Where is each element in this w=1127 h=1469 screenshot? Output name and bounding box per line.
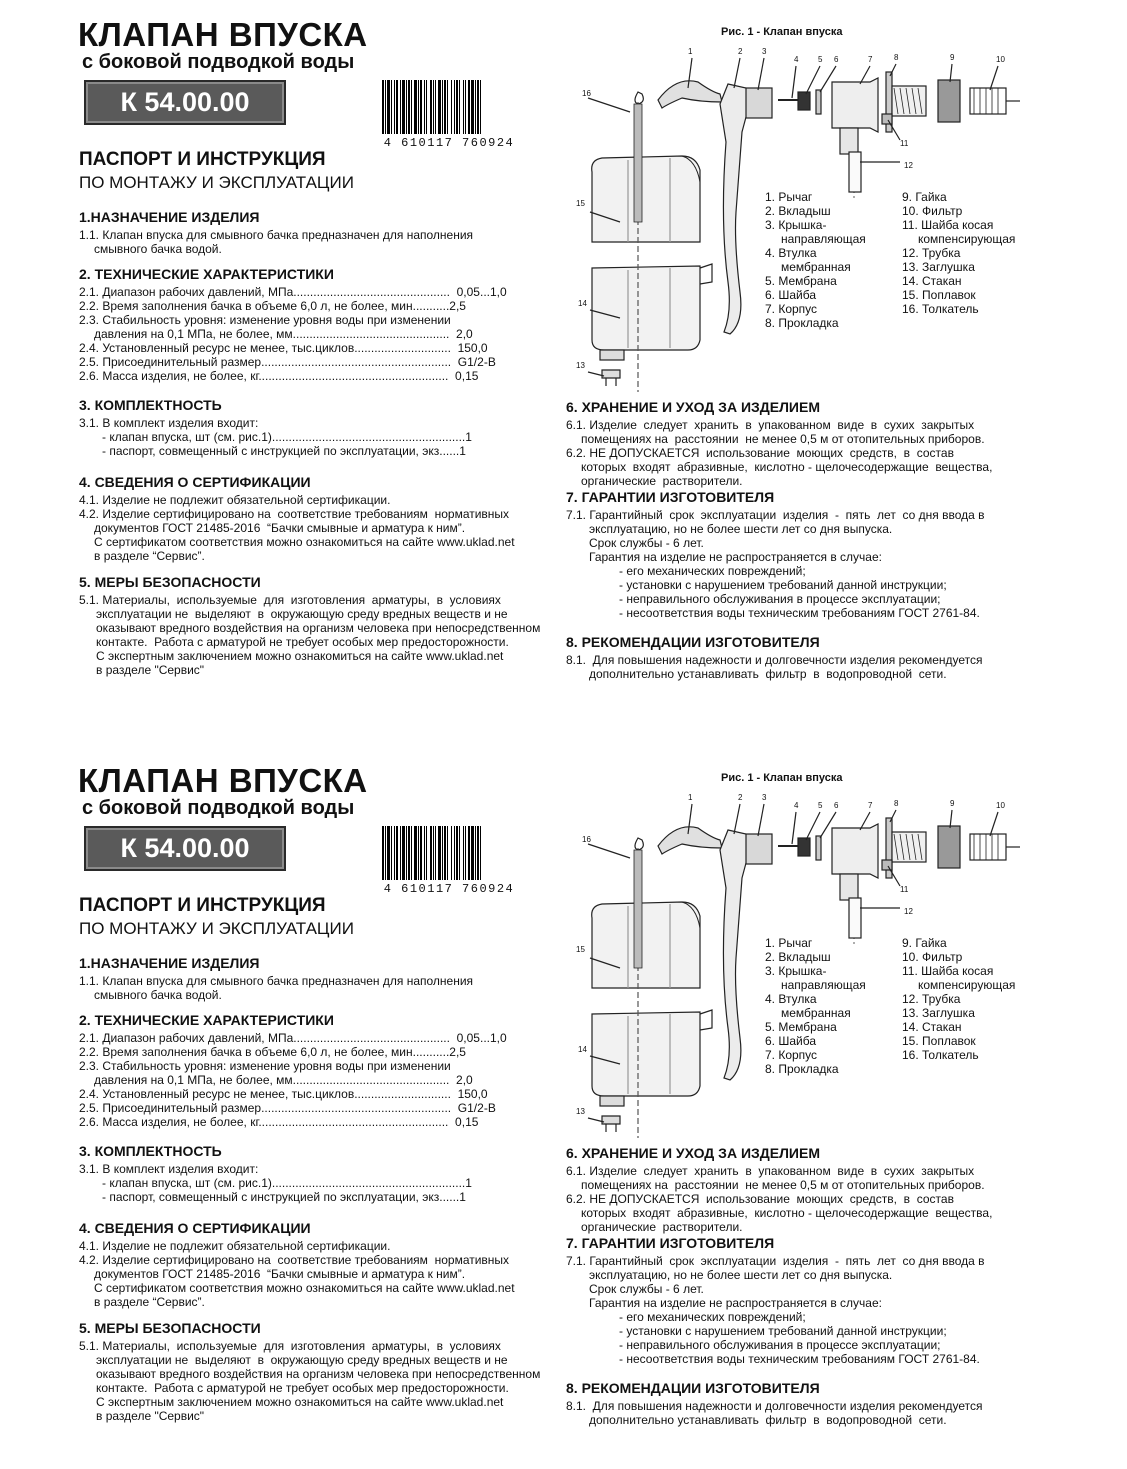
leaflet-copy-top <box>0 0 1127 723</box>
section-purpose <box>79 956 549 1002</box>
text-line: 6.2. НЕ ДОПУСКАЕТСЯ использование моющих средств, в состав <box>566 446 954 460</box>
callout-label: 3 <box>762 47 767 56</box>
legend-item: 15. Поплавок <box>902 1034 976 1048</box>
product-code-badge <box>84 80 286 125</box>
text-line: 2.4. Установленный ресурс не менее, тыс.циклов............................. 150,0 <box>79 1087 488 1101</box>
parts-legend-right <box>902 190 1015 316</box>
text-line: органические растворители. <box>581 474 743 488</box>
section-certification <box>79 1221 549 1309</box>
callout-label: 14 <box>578 299 587 308</box>
text-line: - установки с нарушением требований данной инструкции; <box>619 578 947 592</box>
text-line: 4.2. Изделие сертифицировано на соответствие требованиям нормативных <box>79 1253 510 1267</box>
callout-label: 9 <box>950 799 955 808</box>
callout-label: 2 <box>738 793 743 802</box>
barcode-digits: 4 610117 760924 <box>383 882 515 896</box>
callout-label: 10 <box>996 801 1005 810</box>
text-line: оказывают вредного воздействия на организм человека при непосредственном <box>96 1367 541 1381</box>
text-line: дополнительно устанавливать фильтр в водопроводной сети. <box>589 1413 947 1427</box>
legend-item: 11. Шайба косая <box>902 964 994 978</box>
callout-label: 8 <box>894 53 899 62</box>
callout-label: 3 <box>762 793 767 802</box>
doc-subtitle: ПО МОНТАЖУ И ЭКСПЛУАТАЦИИ <box>79 919 354 938</box>
callout-label: 4 <box>794 55 799 64</box>
legend-item: 3. Крышка- <box>765 964 827 978</box>
callout-label: 15 <box>576 945 585 954</box>
text-line: 1.1. Клапан впуска для смывного бачка предназначен для наполнения <box>79 974 474 988</box>
callout-label: 8 <box>894 799 899 808</box>
text-line: дополнительно устанавливать фильтр в водопроводной сети. <box>589 667 947 681</box>
callout-label: 11 <box>900 885 909 894</box>
section-heading: 8. РЕКОМЕНДАЦИИ ИЗГОТОВИТЕЛЯ <box>566 1380 820 1396</box>
text-line: 2.5. Присоединительный размер......................................................... G1/2-B <box>79 355 496 369</box>
text-line: - клапан впуска, шт (см. рис.1)..........................................................1 <box>102 430 472 444</box>
doc-title: ПАСПОРТ И ИНСТРУКЦИЯ <box>79 149 326 170</box>
text-line: 5.1. Материалы, используемые для изготовления арматуры, в условиях <box>79 1339 501 1353</box>
legend-item: 16. Толкатель <box>902 302 979 316</box>
callout-label: 1 <box>688 47 693 56</box>
legend-item: 8. Прокладка <box>765 316 839 330</box>
section-specs <box>79 267 549 383</box>
text-line: 5.1. Материалы, используемые для изготовления арматуры, в условиях <box>79 593 501 607</box>
text-line: помещениях на расстоянии не менее 0,5 м от отопительных приборов. <box>581 1178 985 1192</box>
legend-item: направляющая <box>781 232 866 246</box>
text-line: 2.1. Диапазон рабочих давлений, МПа............................................... 0,05...1,0 <box>79 285 507 299</box>
text-line: - паспорт, совмещенный с инструкцией по эксплуатации, экз......1 <box>102 1190 466 1204</box>
section-heading: 6. ХРАНЕНИЕ И УХОД ЗА ИЗДЕЛИЕМ <box>566 1145 820 1161</box>
section-heading: 5. МЕРЫ БЕЗОПАСНОСТИ <box>79 574 261 590</box>
barcode-digits: 4 610117 760924 <box>383 136 515 150</box>
callout-label: 7 <box>868 801 873 810</box>
legend-item: 13. Заглушка <box>902 1006 975 1020</box>
product-code: К 54.00.00 <box>120 87 250 117</box>
legend-item: 13. Заглушка <box>902 260 975 274</box>
callout-label: 13 <box>576 1107 585 1116</box>
section-safety <box>79 575 559 677</box>
legend-item: 2. Вкладыш <box>765 204 831 218</box>
section-certification <box>79 475 549 563</box>
callout-label: 5 <box>818 55 823 64</box>
legend-item: 9. Гайка <box>902 936 947 950</box>
legend-item: 9. Гайка <box>902 190 947 204</box>
product-title: КЛАПАН ВПУСКА <box>78 16 368 53</box>
legend-item: 1. Рычаг <box>765 936 813 950</box>
text-line: С сертификатом соответствия можно ознакомиться на сайте www.uklad.net <box>94 535 515 549</box>
section-contents <box>79 1144 549 1204</box>
section-recommendations <box>566 635 1036 681</box>
text-line: давления на 0,1 МПа, не более, мм............................................... 2,0 <box>94 1073 473 1087</box>
legend-item: 15. Поплавок <box>902 288 976 302</box>
text-line: 2.2. Время заполнения бачка в объеме 6,0 л, не более, мин...........2,5 <box>79 299 466 313</box>
text-line: Срок службы - 6 лет. <box>589 536 704 550</box>
callout-label: 9 <box>950 53 955 62</box>
legend-item: направляющая <box>781 978 866 992</box>
text-line: смывного бачка водой. <box>94 242 222 256</box>
section-heading: 4. СВЕДЕНИЯ О СЕРТИФИКАЦИИ <box>79 1220 311 1236</box>
callout-label: 12 <box>904 161 913 170</box>
legend-item: 2. Вкладыш <box>765 950 831 964</box>
parts-legend-left <box>765 190 866 330</box>
text-line: документов ГОСТ 21485-2016 “Бачки смывные и арматура к ним”. <box>94 1267 466 1281</box>
legend-item: 10. Фильтр <box>902 950 963 964</box>
section-warranty <box>566 490 1036 620</box>
text-line: 2.6. Масса изделия, не более, кг......................................................... 0,15 <box>79 1115 479 1129</box>
legend-item: 5. Мембрана <box>765 274 837 288</box>
text-line: 3.1. В комплект изделия входит: <box>79 1162 259 1176</box>
text-line: - несоответствия воды техническим требованиям ГОСТ 2761-84. <box>619 1352 980 1366</box>
text-line: 2.3. Стабильность уровня: изменение уровня воды при изменении <box>79 313 451 327</box>
text-line: 6.1. Изделие следует хранить в упакованном виде в сухих закрытых <box>566 1164 975 1178</box>
legend-item: 12. Трубка <box>902 246 961 260</box>
leaflet-copy-bottom <box>0 746 1127 1469</box>
text-line: 4.1. Изделие не подлежит обязательной сертификации. <box>79 493 391 507</box>
section-heading: 8. РЕКОМЕНДАЦИИ ИЗГОТОВИТЕЛЯ <box>566 634 820 650</box>
text-line: Гарантия на изделие не распространяется в случае: <box>589 1296 882 1310</box>
text-line: Гарантия на изделие не распространяется в случае: <box>589 550 882 564</box>
figure-title: Рис. 1 - Клапан впуска <box>721 772 843 784</box>
text-line: контакте. Работа с арматурой не требует особых мер предосторожности. <box>96 635 509 649</box>
legend-item: 11. Шайба косая <box>902 218 994 232</box>
section-safety <box>79 1321 559 1423</box>
section-heading: 1.НАЗНАЧЕНИЕ ИЗДЕЛИЯ <box>79 209 260 225</box>
legend-item: мембранная <box>781 260 851 274</box>
text-line: в разделе "Сервис" <box>96 1409 205 1423</box>
section-heading: 3. КОМПЛЕКТНОСТЬ <box>79 1143 222 1159</box>
doc-title: ПАСПОРТ И ИНСТРУКЦИЯ <box>79 895 326 916</box>
legend-item: 6. Шайба <box>765 288 816 302</box>
callout-label: 6 <box>834 801 839 810</box>
text-line: - его механических повреждений; <box>619 1310 806 1324</box>
parts-legend-left <box>765 936 866 1076</box>
legend-item: 12. Трубка <box>902 992 961 1006</box>
legend-item: 3. Крышка- <box>765 218 827 232</box>
section-contents <box>79 398 549 458</box>
text-line: - неправильного обслуживания в процессе эксплуатации; <box>619 592 941 606</box>
text-line: - клапан впуска, шт (см. рис.1)..........................................................1 <box>102 1176 472 1190</box>
legend-item: 4. Втулка <box>765 246 817 260</box>
text-line: С экспертным заключением можно ознакомиться на сайте www.uklad.net <box>96 649 504 663</box>
barcode <box>378 826 520 896</box>
text-line: 1.1. Клапан впуска для смывного бачка предназначен для наполнения <box>79 228 474 242</box>
section-heading: 2. ТЕХНИЧЕСКИЕ ХАРАКТЕРИСТИКИ <box>79 1012 334 1028</box>
text-line: 2.1. Диапазон рабочих давлений, МПа............................................... 0,05...1,0 <box>79 1031 507 1045</box>
product-code-badge <box>84 826 286 871</box>
barcode-bars <box>378 80 520 136</box>
text-line: - его механических повреждений; <box>619 564 806 578</box>
callout-label: 11 <box>900 139 909 148</box>
text-line: - паспорт, совмещенный с инструкцией по эксплуатации, экз......1 <box>102 444 466 458</box>
callout-label: 1 <box>688 793 693 802</box>
text-line: Срок службы - 6 лет. <box>589 1282 704 1296</box>
legend-item: 5. Мембрана <box>765 1020 837 1034</box>
legend-item: 8. Прокладка <box>765 1062 839 1076</box>
section-heading: 4. СВЕДЕНИЯ О СЕРТИФИКАЦИИ <box>79 474 311 490</box>
text-line: 7.1. Гарантийный срок эксплуатации изделия - пять лет со дня ввода в <box>566 508 985 522</box>
legend-item: 4. Втулка <box>765 992 817 1006</box>
float-part <box>592 156 700 242</box>
text-line: которых входят абразивные, кислотно - щелочесодержащие вещества, <box>581 1206 993 1220</box>
text-line: давления на 0,1 МПа, не более, мм............................................... 2,0 <box>94 327 473 341</box>
product-code: К 54.00.00 <box>120 833 250 863</box>
text-line: 7.1. Гарантийный срок эксплуатации изделия - пять лет со дня ввода в <box>566 1254 985 1268</box>
text-line: органические растворители. <box>581 1220 743 1234</box>
legend-item: 16. Толкатель <box>902 1048 979 1062</box>
text-line: смывного бачка водой. <box>94 988 222 1002</box>
section-heading: 7. ГАРАНТИИ ИЗГОТОВИТЕЛЯ <box>566 1235 775 1251</box>
text-line: 8.1. Для повышения надежности и долговечности изделия рекомендуется <box>566 653 983 667</box>
doc-subtitle: ПО МОНТАЖУ И ЭКСПЛУАТАЦИИ <box>79 173 354 192</box>
text-line: 6.1. Изделие следует хранить в упакованном виде в сухих закрытых <box>566 418 975 432</box>
text-line: - неправильного обслуживания в процессе эксплуатации; <box>619 1338 941 1352</box>
legend-item: компенсирующая <box>918 978 1016 992</box>
section-storage <box>566 1146 1036 1234</box>
callout-label: 16 <box>582 89 591 98</box>
section-recommendations <box>566 1381 1036 1427</box>
text-line: 2.5. Присоединительный размер......................................................... G1/2-B <box>79 1101 496 1115</box>
callout-label: 5 <box>818 801 823 810</box>
section-specs <box>79 1013 549 1129</box>
section-warranty <box>566 1236 1036 1366</box>
legend-item: 14. Стакан <box>902 1020 962 1034</box>
text-line: 6.2. НЕ ДОПУСКАЕТСЯ использование моющих средств, в состав <box>566 1192 954 1206</box>
text-line: в разделе “Сервис”. <box>94 1295 205 1309</box>
product-subtitle: с боковой подводкой воды <box>82 51 355 73</box>
text-line: 2.2. Время заполнения бачка в объеме 6,0 л, не более, мин...........2,5 <box>79 1045 466 1059</box>
text-line: оказывают вредного воздействия на организм человека при непосредственном <box>96 621 541 635</box>
barcode <box>378 80 520 150</box>
text-line: - несоответствия воды техническим требованиям ГОСТ 2761-84. <box>619 606 980 620</box>
legend-item: 6. Шайба <box>765 1034 816 1048</box>
callout-label: 10 <box>996 55 1005 64</box>
legend-item: 14. Стакан <box>902 274 962 288</box>
text-line: 2.4. Установленный ресурс не менее, тыс.циклов............................. 150,0 <box>79 341 488 355</box>
section-heading: 3. КОМПЛЕКТНОСТЬ <box>79 397 222 413</box>
legend-item: 10. Фильтр <box>902 204 963 218</box>
section-heading: 1.НАЗНАЧЕНИЕ ИЗДЕЛИЯ <box>79 955 260 971</box>
text-line: помещениях на расстоянии не менее 0,5 м от отопительных приборов. <box>581 432 985 446</box>
legend-item: мембранная <box>781 1006 851 1020</box>
barcode-bars <box>378 826 520 882</box>
section-heading: 7. ГАРАНТИИ ИЗГОТОВИТЕЛЯ <box>566 489 775 505</box>
text-line: 3.1. В комплект изделия входит: <box>79 416 259 430</box>
section-storage <box>566 400 1036 488</box>
callout-label: 6 <box>834 55 839 64</box>
product-subtitle: с боковой подводкой воды <box>82 797 355 819</box>
section-heading: 5. МЕРЫ БЕЗОПАСНОСТИ <box>79 1320 261 1336</box>
callout-label: 15 <box>576 199 585 208</box>
callout-label: 14 <box>578 1045 587 1054</box>
parts-legend-right <box>902 936 1015 1062</box>
legend-item: компенсирующая <box>918 232 1016 246</box>
text-line: эксплуатации не выделяют в окружающую среду вредных веществ и не <box>96 607 508 621</box>
text-line: 8.1. Для повышения надежности и долговечности изделия рекомендуется <box>566 1399 983 1413</box>
legend-item: 7. Корпус <box>765 1048 818 1062</box>
callout-label: 16 <box>582 835 591 844</box>
figure-title: Рис. 1 - Клапан впуска <box>721 26 843 38</box>
section-heading: 6. ХРАНЕНИЕ И УХОД ЗА ИЗДЕЛИЕМ <box>566 399 820 415</box>
text-line: С сертификатом соответствия можно ознакомиться на сайте www.uklad.net <box>94 1281 515 1295</box>
cup-part <box>592 1012 700 1096</box>
legend-item: 1. Рычаг <box>765 190 813 204</box>
section-heading: 2. ТЕХНИЧЕСКИЕ ХАРАКТЕРИСТИКИ <box>79 266 334 282</box>
product-title: КЛАПАН ВПУСКА <box>78 762 368 799</box>
text-line: - установки с нарушением требований данной инструкции; <box>619 1324 947 1338</box>
text-line: 4.2. Изделие сертифицировано на соответствие требованиям нормативных <box>79 507 510 521</box>
float-part <box>592 902 700 988</box>
text-line: контакте. Работа с арматурой не требует особых мер предосторожности. <box>96 1381 509 1395</box>
text-line: в разделе "Сервис" <box>96 663 205 677</box>
callout-label: 7 <box>868 55 873 64</box>
callout-label: 12 <box>904 907 913 916</box>
callout-label: 13 <box>576 361 585 370</box>
text-line: С экспертным заключением можно ознакомиться на сайте www.uklad.net <box>96 1395 504 1409</box>
callout-label: 4 <box>794 801 799 810</box>
callout-label: 2 <box>738 47 743 56</box>
text-line: 2.6. Масса изделия, не более, кг......................................................... 0,15 <box>79 369 479 383</box>
text-line: эксплуатацию, но не более шести лет со дня выпуска. <box>589 522 893 536</box>
text-line: 4.1. Изделие не подлежит обязательной сертификации. <box>79 1239 391 1253</box>
legend-item: 7. Корпус <box>765 302 818 316</box>
cup-part <box>592 266 700 350</box>
text-line: которых входят абразивные, кислотно - щелочесодержащие вещества, <box>581 460 993 474</box>
text-line: в разделе “Сервис”. <box>94 549 205 563</box>
text-line: документов ГОСТ 21485-2016 “Бачки смывные и арматура к ним”. <box>94 521 466 535</box>
text-line: 2.3. Стабильность уровня: изменение уровня воды при изменении <box>79 1059 451 1073</box>
section-purpose <box>79 210 549 256</box>
text-line: эксплуатации не выделяют в окружающую среду вредных веществ и не <box>96 1353 508 1367</box>
text-line: эксплуатацию, но не более шести лет со дня выпуска. <box>589 1268 893 1282</box>
